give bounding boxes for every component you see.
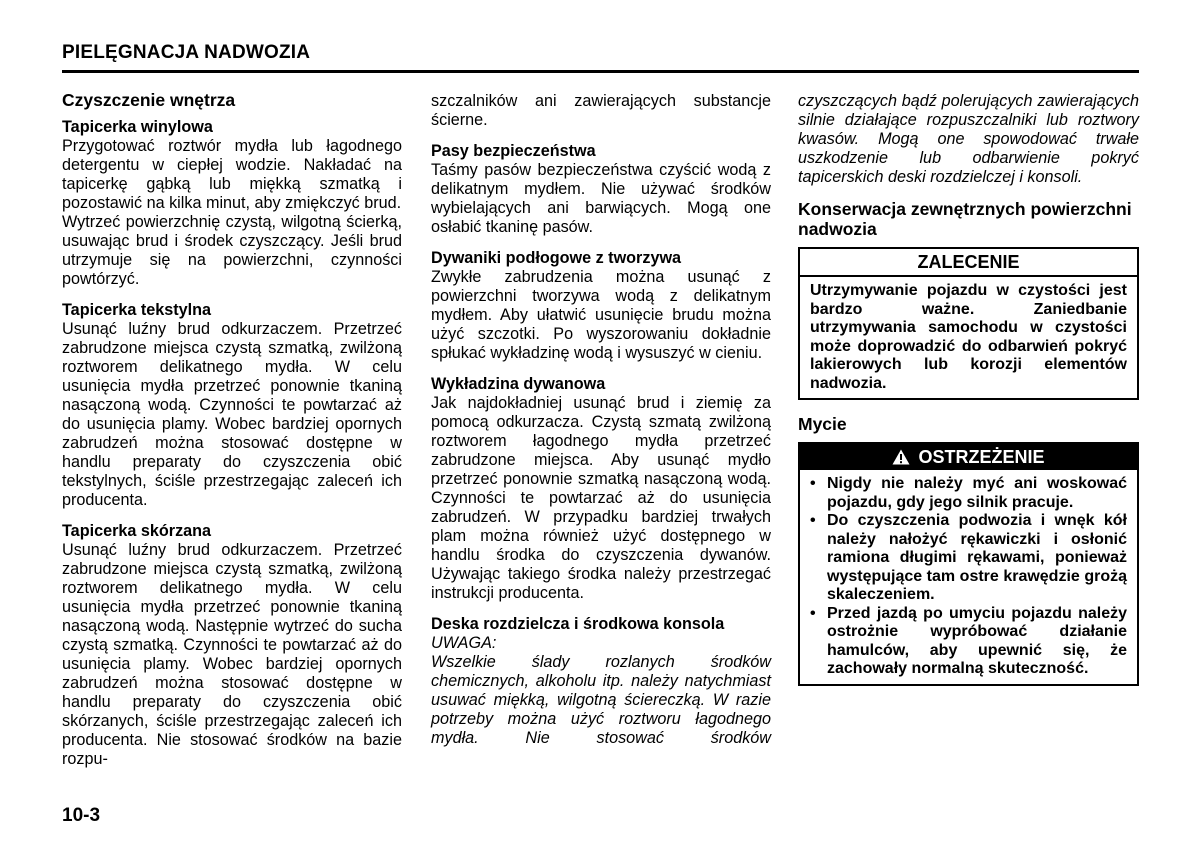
paragraph-note-dashboard: Wszelkie ślady rozlanych środków chemicznych, alkoholu itp. należy natychmiast usuwać miękką, wilgotną ściereczką. W razie potrzeby można użyć roztworu łagodnego mydła. Nie stosować środków [431,653,771,747]
warning-header [800,444,1137,470]
section-title-washing: Mycie [798,414,847,434]
subsection-title-vinyl: Tapicerka winylowa [62,118,213,136]
note-label: UWAGA: [431,634,497,652]
spacer [431,603,771,609]
spacer [62,289,402,295]
subsection-title-carpet: Wykładzina dywanowa [431,375,606,393]
subsection-title-textile: Tapicerka tekstylna [62,301,212,319]
paragraph-vinyl-2: Wytrzeć powierzchnię czystą, wilgotną ścierką, usuwając brud i środek czyszczący. Jeśli brud utrzymuje się na powierzchni, czynności powtórzyć. [62,213,402,288]
paragraph-leather: Usunąć luźny brud odkurzaczem. Przetrzeć zabrudzone miejsca czystą szmatką, zwilżoną roztworem delikatnego mydła. W celu usunięcia mydła przetrzeć ponownie tkaniną nasączoną wodą. Następnie wytrzeć do sucha czystą szmatką. Czynności te powtarzać aż do usunięcia plamy. Wobec bardziej opornych zabrudzeń można stosować dostępne w handlu preparaty do czyszczenia obić skórzanych, ściśle przestrzegając zaleceń ich producenta. Nie stosować środków na bazie rozpu- [62,541,402,768]
spacer [798,187,1139,193]
warning-title: OSTRZEŻENIE [918,447,1045,467]
paragraph-vinyl-1: Przygotować roztwór mydła lub łagodnego detergentu w ciepłej wodzie. Nakładać na tapicerkę gąbką lub miękką szmatką i pozostawić na kilka minut, aby zmiękczyć brud. [62,137,402,212]
spacer [431,130,771,136]
section-title-interior-cleaning: Czyszczenie wnętrza [62,90,236,110]
warning-item: • Przed jazdą po umyciu pojazdu należy ostrożnie wypróbować działanie hamulców, aby upewnić się, że zachowały normalną skuteczność. [810,605,1127,679]
warning-list [810,475,1127,679]
paragraph-floor-mats: Zwykłe zabrudzenia można usunąć z powierzchni tworzywa wodą z delikatnym mydłem. Aby ułatwić usunięcie brudu można użyć szczotki. Po wyszorowaniu dokładnie spłukać wykładzinę wodą i wysuszyć w cieniu. [431,268,771,362]
header-rule [62,70,1139,73]
warning-triangle-icon [892,449,910,465]
spacer [62,510,402,516]
warning-item: • Nigdy nie należy myć ani woskować pojazdu, gdy jego silnik pracuje. [810,475,1127,512]
column-middle [431,92,771,748]
recommendation-title: ZALECENIE [800,249,1137,277]
page-header-title: PIELĘGNACJA NADWOZIA [62,42,311,63]
section-title-exterior-care: Konserwacja zewnętrznych powierzchni nadwozia [798,199,1132,239]
recommendation-box [798,247,1139,400]
recommendation-text: Utrzymywanie pojazdu w czystości jest bardzo ważne. Zaniedbanie utrzymywania samochodu w czystości może doprowadzić do odbarwień pokryć lakierowych lub korozji elementów nadwozia. [810,282,1127,392]
spacer [431,237,771,243]
paragraph-note-continued: czyszczących bądź polerujących zawierających silnie działające rozpuszczalniki lub roztwory kwasów. Mogą one spowodować trwałe uszkodzenie lub odbarwienie pokryć tapicerskich deski rozdzielczej i konsoli. [798,92,1139,186]
column-left [62,90,402,769]
subsection-title-leather: Tapicerka skórzana [62,522,212,540]
subsection-title-seatbelts: Pasy bezpieczeństwa [431,142,596,160]
paragraph-continued: szczalników ani zawierających substancje ścierne. [431,92,771,129]
paragraph-carpet: Jak najdokładniej usunąć brud i ziemię za pomocą odkurzacza. Czystą szmatą zwilżoną roztworem łagodnego mydła przetrzeć zabrudzone miejsca. Aby usunąć mydło przetrzeć ponownie szmatką nasączoną wodą. Czynności te powtarzać aż do usunięcia zabrudzeń. W przypadku bardziej trwałych plam można również użyć dostępnego w handlu środka do czyszczenia dywanów. Używając takiego środka należy przestrzegać instrukcji producenta. [431,394,771,602]
warning-item: • Do czyszczenia podwozia i wnęk kół należy nałożyć rękawiczki i osłonić ramiona długimi rękawami, ponieważ występujące tam ostre krawędzie grożą skaleczeniem. [810,512,1127,605]
subsection-title-floor-mats: Dywaniki podłogowe z tworzywa [431,249,682,267]
spacer [431,363,771,369]
subsection-title-dashboard: Deska rozdzielcza i środkowa konsola [431,615,725,633]
column-right [798,92,1139,686]
paragraph-textile: Usunąć luźny brud odkurzaczem. Przetrzeć zabrudzone miejsca czystą szmatką, zwilżoną roztworem delikatnego mydła. W celu usunięcia mydła przetrzeć ponownie tkaniną nasączoną wodą. Czynności te powtarzać aż do usunięcia plamy. Wobec bardziej opornych zabrudzeń można stosować dostępne w handlu preparaty do czyszczenia obić tekstylnych, ściśle przestrzegając zaleceń ich producenta. [62,320,402,509]
warning-box [798,442,1139,686]
paragraph-seatbelts: Taśmy pasów bezpieczeństwa czyścić wodą z delikatnym mydłem. Nie używać środków wybielających ani barwiących. Mogą one osłabić tkaninę pasów. [431,161,771,236]
warning-body [800,470,1137,684]
page-number: 10-3 [62,805,101,826]
